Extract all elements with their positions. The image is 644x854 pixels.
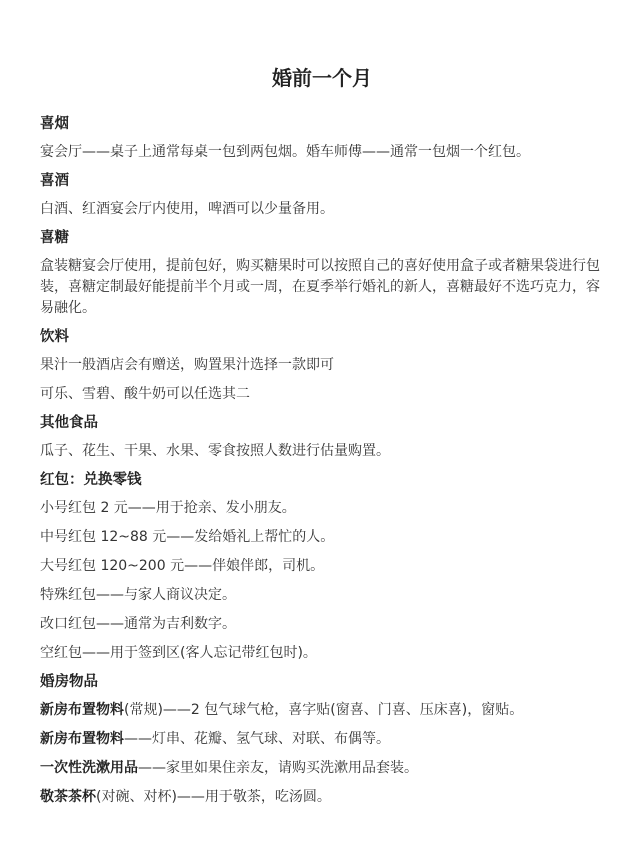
section-heading: 其他食品 — [40, 415, 98, 431]
section-heading: 喜烟 — [40, 116, 69, 132]
item-text: ——家里如果住亲友，请购买洗漱用品套装。 — [138, 760, 418, 776]
list-item: 小号红包 2 元——用于抢亲、发小朋友。 — [40, 500, 296, 516]
section-heading: 婚房物品 — [40, 674, 98, 690]
paragraph: 盒装糖宴会厅使用，提前包好，购买糖果时可以按照自己的喜好使用盒子或者糖果袋进行包装，喜糖定制最好能提前半个月或一周，在夏季举行婚礼的新人，喜糖最好不选巧克力，容易融化。 — [40, 258, 600, 316]
list-item — [40, 758, 604, 779]
list-item — [40, 787, 604, 808]
list-item: 中号红包 12~88 元——发给婚礼上帮忙的人。 — [40, 529, 335, 545]
list-item — [40, 700, 604, 721]
section-candy — [40, 228, 604, 319]
section-wedding-room — [40, 672, 604, 808]
paragraph: 白酒、红酒宴会厅内使用，啤酒可以少量备用。 — [40, 201, 334, 217]
section-cigarettes — [40, 114, 604, 163]
page-title: 婚前一个月 — [272, 66, 372, 90]
item-label: 新房布置物料 — [40, 731, 124, 747]
section-wine — [40, 171, 604, 220]
section-heading: 饮料 — [40, 329, 69, 345]
item-label: 新房布置物料 — [40, 702, 124, 718]
list-item: 可乐、雪碧、酸牛奶可以任选其二 — [40, 386, 250, 402]
section-heading: 喜糖 — [40, 230, 69, 246]
item-label: 一次性洗漱用品 — [40, 760, 138, 776]
list-item: 改口红包——通常为吉利数字。 — [40, 616, 236, 632]
list-item: 空红包——用于签到区(客人忘记带红包时)。 — [40, 645, 317, 661]
paragraph: 宴会厅——桌子上通常每桌一包到两包烟。婚车师傅——通常一包烟一个红包。 — [40, 144, 530, 160]
item-text: (常规)——2 包气球气枪，喜字贴(窗喜、门喜、压床喜)，窗贴。 — [124, 702, 524, 718]
section-red-envelopes — [40, 470, 604, 664]
item-label: 敬茶茶杯 — [40, 789, 96, 805]
section-heading: 喜酒 — [40, 173, 69, 189]
list-item: 特殊红包——与家人商议决定。 — [40, 587, 236, 603]
paragraph: 瓜子、花生、干果、水果、零食按照人数进行估量购置。 — [40, 443, 390, 459]
list-item: 大号红包 120~200 元——伴娘伴郎，司机。 — [40, 558, 325, 574]
section-other-food — [40, 413, 604, 462]
section-drinks — [40, 327, 604, 405]
list-item: 果汁一般酒店会有赠送，购置果汁选择一款即可 — [40, 357, 334, 373]
item-text: (对碗、对杯)——用于敬茶，吃汤圆。 — [96, 789, 331, 805]
item-text: ——灯串、花瓣、氢气球、对联、布偶等。 — [124, 731, 390, 747]
section-heading: 红包：兑换零钱 — [40, 472, 142, 488]
list-item — [40, 729, 604, 750]
